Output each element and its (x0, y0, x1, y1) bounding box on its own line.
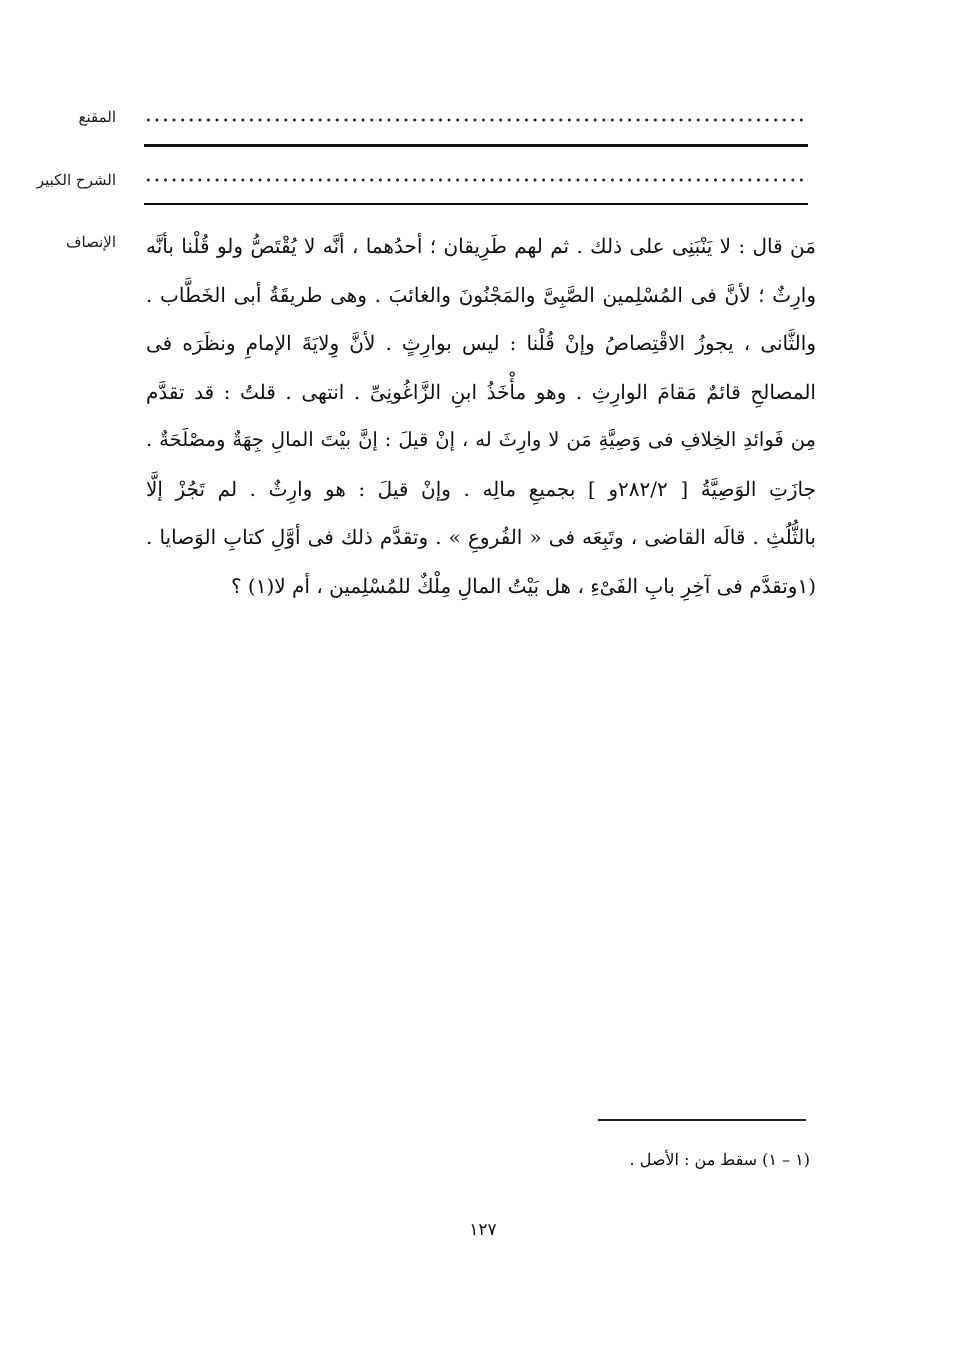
body-line: والثَّانى ، يجوزُ الاقْتِصاصُ وإنْ قُلْنا : ليس بوارِثٍ . لأنَّ وِلايَةَ الإمامِ ونظَرَه فى (146, 331, 816, 355)
body-line: المصالحِ قائمٌ مَقامَ الوارِثِ . وهو مأْخَذُ ابنِ الزَّاغُونِىِّ . انتهى . قلتُ : قد تقدَّم (146, 379, 816, 404)
margin-label-muqni: المقنع (78, 108, 116, 126)
sharh-dotted-placeholder (144, 178, 808, 182)
footnote-separator (598, 1119, 806, 1121)
body-line: وارِثٌ ؛ لأنَّ فى المُسْلِمين الصَّبِىَّ والمَجْنُونَ والغائبَ . وهى طريقَةُ أبى الخَطَّاب . (146, 282, 816, 307)
body-line: بالثُّلُثِ . قالَه القاضى ، وتَبِعَه فى « الفُروعِ » . وتقدَّم ذلك فى أوَّلِ كتابِ الوَصايا . (146, 525, 816, 549)
body-line: مِن فَوائدِ الخِلافِ فى وَصِيَّةِ مَن لا وارِثَ له ، إنْ قيلَ : إنَّ بيْتَ المالِ جِهَةٌ ومصْلَحَةٌ . (146, 428, 816, 451)
insaf-body-text (146, 222, 816, 610)
footnote: (١ – ١) سقط من : الأصل . (629, 1150, 810, 1169)
section-divider-2 (144, 203, 808, 205)
body-line: جازَتِ الوَصِيَّةُ [ ٢٨٢/٢و ] بجميعِ مالِه . وإنْ قيلَ : هو وارِثٌ . لم تَجُزْ إلَّا (146, 476, 816, 501)
margin-label-sharh: الشرح الكبير (36, 171, 116, 189)
section-divider-1 (144, 144, 808, 147)
body-line: (١وتقدَّم فى آخِرِ بابِ الفَىْءِ ، هل بَيْتُ المالِ مِلْكٌ للمُسْلِمين ، أم لا(١) ؟ (230, 573, 816, 598)
muqni-dotted-placeholder (144, 118, 808, 122)
page-number: ١٢٧ (469, 1220, 497, 1240)
body-line: مَن قال : لا يَنْبَنِى على ذلك . ثم لهم طَرِيقان ؛ أحدُهما ، أنَّه لا يُقْتَصُّ ولو قُلْنا بأنَّه (146, 234, 816, 258)
margin-label-insaf: الإنصاف (65, 233, 116, 251)
